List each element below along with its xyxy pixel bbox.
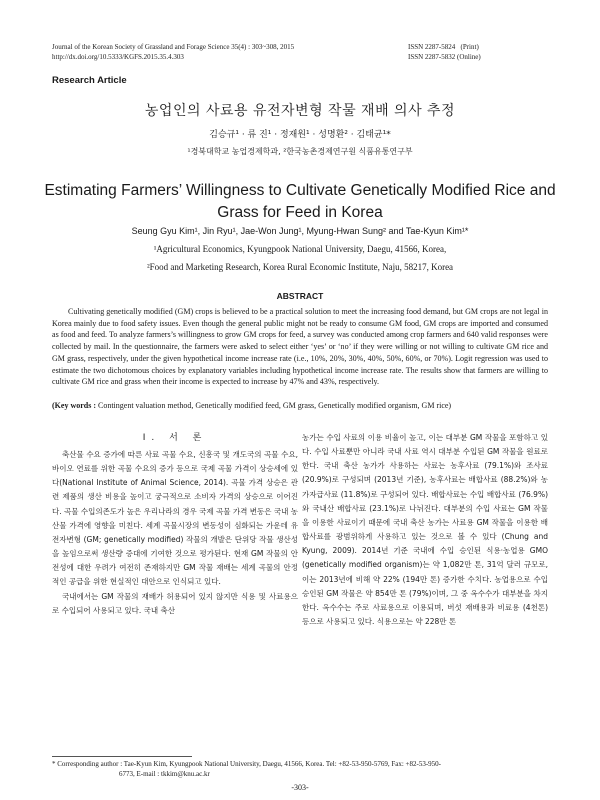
introduction-heading: Ⅰ. 서 론 — [142, 433, 208, 443]
footnote-line: * Corresponding author : Tae-Kyun Kim, Kyungpook National University, Daegu, 41566, Korea. Tel: +82-53-950-5769, Fax: +82-53-950- — [52, 760, 441, 768]
english-title: Estimating Farmers’ Willingness to Cultivate Genetically Modified Rice and Grass for Feed in Korea — [44, 182, 556, 221]
korean-authors: 김승규¹ · 류 진¹ · 정재원¹ · 성명환² · 김태균¹* — [209, 130, 391, 140]
keywords-list: Contingent valuation method, Genetically modified feed, GM grass, Genetically modified organism, GM rice) — [98, 401, 452, 410]
english-affiliation-2: ²Food and Marketing Research, Korea Rural Economic Institute, Naju, 58217, Korea — [146, 262, 454, 272]
body-paragraph: 국내에서는 GM 작물의 재배가 허용되어 있지 않지만 식용 및 사료용으로 수입되어 사용되고 있다. 국내 축산 — [52, 591, 298, 615]
journal-header — [52, 42, 294, 62]
keywords — [52, 401, 548, 410]
footnote-line: 6773, E-mail : tkkim@knu.ac.kr — [119, 770, 210, 778]
page-number: -303- — [291, 783, 309, 792]
doi-link[interactable]: http://dx.doi.org/10.5333/KGFS.2015.35.4.303 — [52, 53, 184, 61]
korean-affiliations: ¹경북대학교 농업경제학과, ²한국농촌경제연구원 식품유통연구부 — [187, 147, 413, 156]
english-authors: Seung Gyu Kim¹, Jin Ryu¹, Jae-Won Jung¹, Myung-Hwan Sung² and Tae-Kyun Kim¹* — [131, 226, 469, 236]
footnote-divider — [52, 756, 192, 757]
body-paragraph: 축산물 수요 증가에 따른 사료 곡물 수요, 신흥국 및 개도국의 곡물 수요, 바이오 연료를 위한 곡물 수요의 증가 등으로 국제 곡물 가격이 상승세에 있다(National Institute of Animal Science, 2014). 곡물 가격 상승은 관련 제품의 생산 비용을 높이고 궁극적으로 소비자 가격의 상승으로 이어진다. 곡물 수입의존도가 높은 우리나라의 경우 국제 곡물 가격 변동은 국내 농산물 가격에 영향을 미친다. 세계 곡물시장의 변동성이 심화되는 가운데 유전자변형 (GM; genetically modified) 작물의 개발은 단위당 작물 생산성을 높임으로써 생산량 증대에 기여한 것으로 평가된다. 현재 GM 작물의 안전성에 대한 우려가 여전히 존재하지만 GM 작물 재배는 세계 곡물의 안정적인 공급을 위한 현실적인 대안으로 인식되고 있다. — [52, 450, 298, 587]
body-column-right — [302, 431, 548, 629]
abstract-body: Cultivating genetically modified (GM) crops is believed to be a practical solution to meet the increasing food demand, but GM crops are not legal in Korea mainly due to food safety issues. Even though the general public might not be ready to consume GM food, GM crops are imported and consumed as food and feed. To analyze farmers’s willingness to grow GM crops for feed, a survey was conducted among crop farmers and 640 valid responses were collected by mail. In the questionnaire, the farmers were asked to select either ‘yes’ or ‘no’ if they were willing or not willing to cultivate GM rice and GM grass, respectively, under the given hypothetical income increase rate (i.e., 10%, 20%, 30%, 40%, 50%, 60%, or 70%). Logit regression was used to estimate the two dichotomous choices by explanatory variables including hypothetical income increase rate. The results show that farmers are willing to cultivate GM rice and grass when their income is expected to increase by 47% and 43%, respectively. — [52, 307, 548, 387]
korean-title: 농업인의 사료용 유전자변형 작물 재배 의사 추정 — [144, 103, 456, 119]
abstract-heading: ABSTRACT — [276, 291, 324, 301]
journal-citation: Journal of the Korean Society of Grassland and Forage Science 35(4) : 303~308, 2015 — [52, 43, 295, 51]
issn-print: ISSN 2287-5824 (Print) — [408, 43, 479, 51]
body-paragraph: 농가는 수입 사료의 이용 비율이 높고, 이는 대부분 GM 작물을 포함하고 있다. 수입 사료뿐만 아니라 국내 사료 역시 대부분 수입된 GM 작물을 원료로 한다. 국내 축산 농가가 사용하는 사료는 농후사료 (79.1%)와 조사료 (20.9%)로 구성되며 (2013년 기준), 농후사료는 배합사료 (88.2%)와 농가자급사료 (11.8%)로 구성되어 있다. 배합사료는 수입 배합사료 (76.9%)와 국내산 배합사료 (23.1%)로 나뉘진다. 대부분의 수입 사료는 GM 작물을 이용한 사료이기 때문에 국내 축산 농가는 사료용 GM 작물을 이용한 배합사료를 광범위하게 사용하고 있는 것으로 볼 수 있다 (Chung and Kyung, 2009). 2014년 기준 국내에 수입 승인된 식용·농업용 GMO (genetically modified organism)는 약 1,082만 톤, 31억 달러 규모로, 이는 2013년에 비해 약 22% (194만 톤) 증가한 수치다. 농업용으로 수입 승인된 GM 작물은 약 854만 톤 (79%)이며, 그 중 옥수수가 대부분을 차지한다. 옥수수는 주로 사료용으로 이용되며, 버섯 재배용과 비료용 (4천톤) 등으로 사용되고 있다. 식용으로는 약 228만 톤 — [302, 433, 548, 627]
article-type-label: Research Article — [52, 75, 127, 86]
english-affiliation-1: ¹Agricultural Economics, Kyungpook National University, Daegu, 41566, Korea, — [153, 244, 447, 254]
issn-block — [408, 42, 481, 62]
body-column-left — [52, 430, 298, 618]
keywords-label: (Key words : — [52, 401, 96, 410]
issn-online: ISSN 2287-5832 (Online) — [408, 53, 481, 61]
corresponding-author-footnote — [52, 759, 548, 779]
